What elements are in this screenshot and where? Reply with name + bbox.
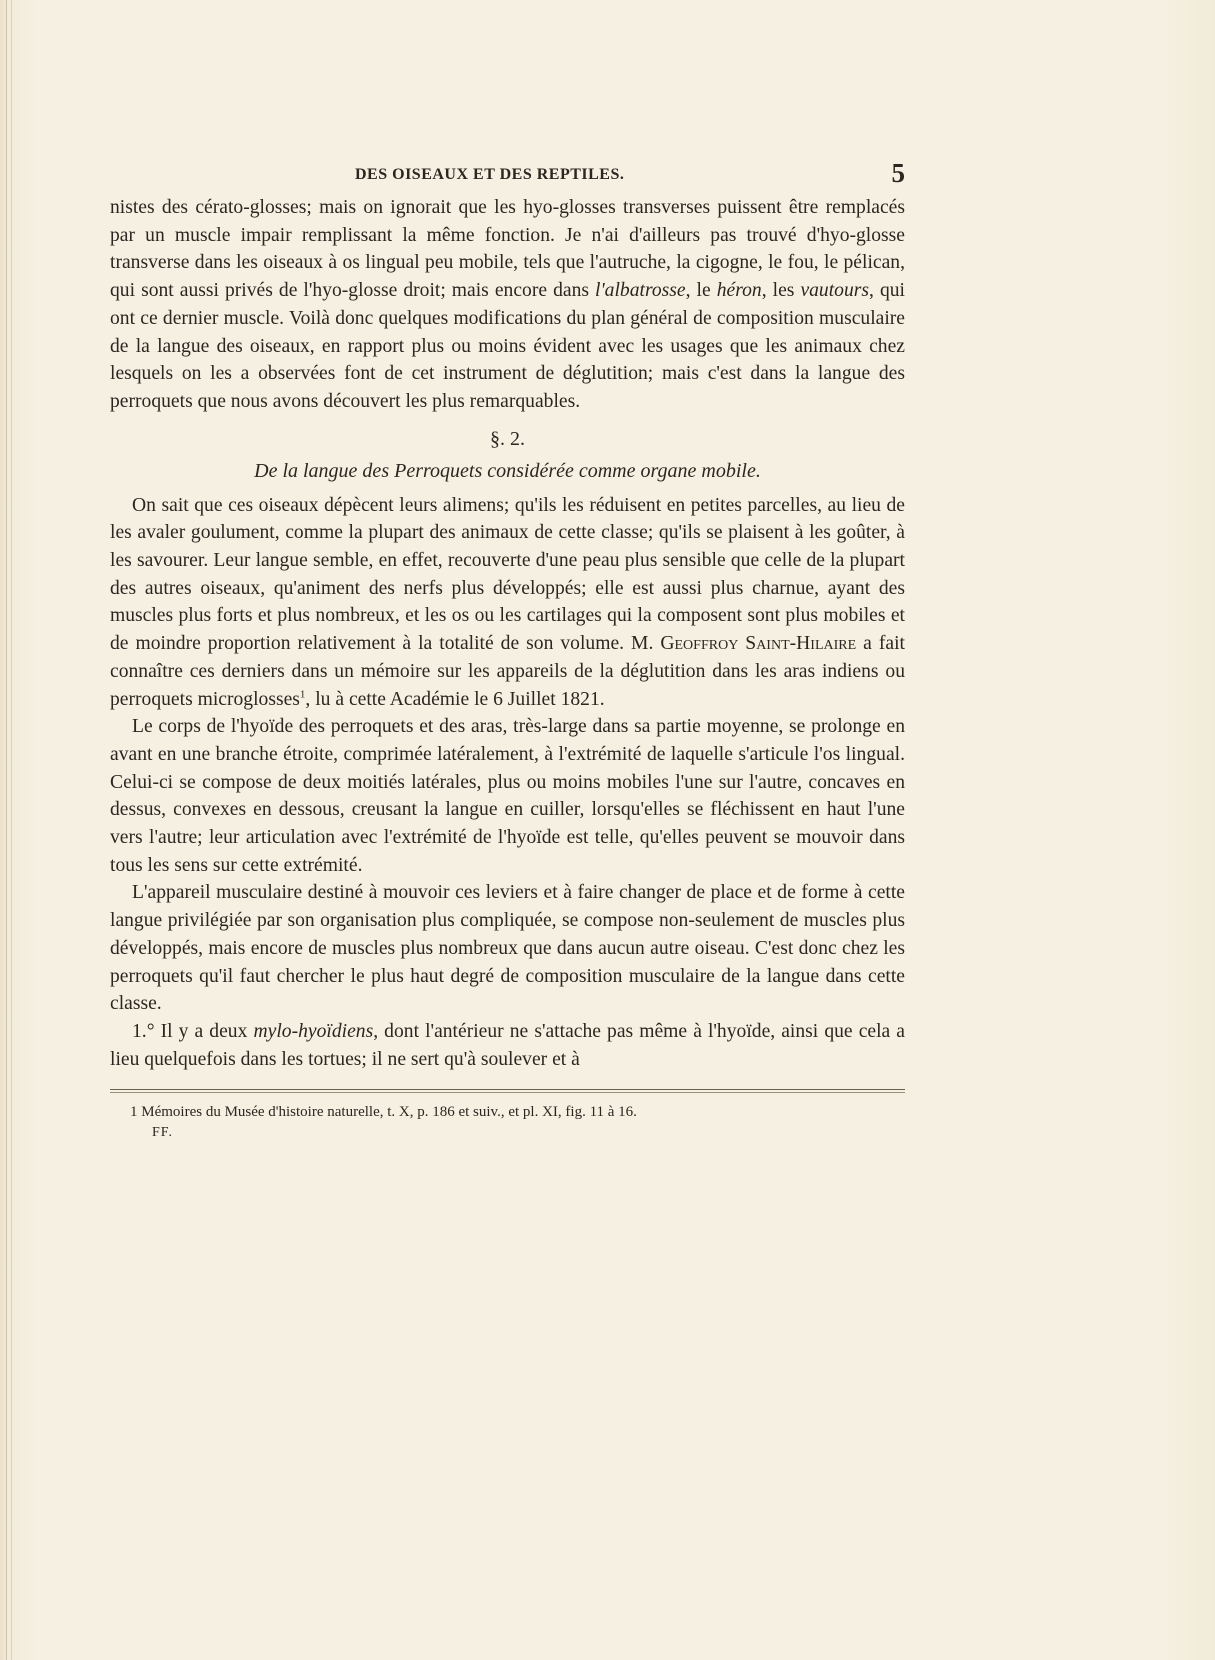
term-vautours: vautours — [800, 280, 870, 302]
paragraph-2-text: On sait que ces oiseaux dépècent leurs alimens; qu'ils les réduisent en petites parcelles, au lieu de les avaler goulument, comme la plupart des animaux de cette classe; qu'ils se plaisent à les goûter, à les savourer. Leur langue semble, en effet, recouverte d'une peau plus sensible que celle de la plupart des autres oiseaux, qu'animent des nerfs plus développés; elle est aussi plus charnue, ayant des muscles plus forts et plus nombreux, et les os ou les cartilages qui la composent sont plus mobiles et de moindre proportion relativement à la totalité de son volume. M. — [110, 494, 905, 655]
paragraph-1 — [110, 194, 905, 416]
page-content — [110, 160, 905, 1141]
spine-edge-inner — [11, 0, 12, 1660]
footnote: 1 Mémoires du Musée d'histoire naturelle, t. X, p. 186 et suiv., et pl. XI, fig. 11 à 16. — [130, 1104, 637, 1121]
footnote-marker: 1 — [299, 688, 306, 701]
term-mylo-hyoidiens: mylo-hyoïdiens — [253, 1020, 374, 1042]
signature-mark: FF. — [152, 1125, 173, 1141]
paragraph-5-text-2: , dont l'antérieur ne s'attache pas même à l'hyoïde, ainsi que cela a lieu quelquefois dans les tortues; il ne sert qu'à soulever et à — [110, 1020, 906, 1070]
paragraph-1-text-2: , le — [685, 280, 717, 302]
paragraph-3: Le corps de l'hyoïde des perroquets et des aras, très-large dans sa partie moyenne, se prolonge en avant en une branche étroite, comprimée latéralement, à l'extrémité de laquelle s'articule l'os lingual. Celui-ci se compose de deux moitiés latérales, plus ou moins mobiles l'une sur l'autre, concaves en dessus, convexes en dessous, creusant la langue en cuiller, lorsqu'elles se fléchissent en haut l'une vers l'autre; leur articulation avec l'extrémité de l'hyoïde est telle, qu'elles peuvent se mouvoir dans tous les sens sur cette extrémité. — [110, 716, 905, 876]
paragraph-2 — [110, 492, 905, 714]
paragraph-4: L'appareil musculaire destiné à mouvoir ces leviers et à faire changer de place et de forme à cette langue privilégiée par son organisation plus compliquée, se compose non-seulement de muscles plus développés, mais encore de muscles plus nombreux que dans aucun autre oiseau. C'est donc chez les perroquets qu'il faut chercher le plus haut degré de composition musculaire de la langue dans cette classe. — [110, 882, 905, 1015]
paragraph-1-text-4: , qui ont ce dernier muscle. Voilà donc quelques modifications du plan général de composition musculaire de la langue des oiseaux, en rapport plus ou moins évident avec les usages que les animaux chez lesquels on les a observées font de cet instrument de déglutition; mais c'est dans la langue des perroquets que nous avons découvert les plus remarquables. — [110, 280, 905, 412]
section-number: §. 2. — [490, 427, 525, 450]
term-heron: héron — [716, 280, 762, 302]
paragraph-2-text-2: a fait connaître ces derniers dans un mémoire sur les appareils de la déglutition dans les aras indiens ou perroquets microglosses — [110, 633, 905, 710]
term-albatrosse: l'albatrosse — [595, 280, 686, 302]
paragraph-2-text-3: , lu à cette Académie le 6 Juillet 1821. — [305, 688, 605, 710]
paragraph-5-text: Il y a deux — [154, 1020, 254, 1042]
page-number: 5 — [891, 158, 905, 188]
paragraph-1-text-3: , les — [761, 280, 801, 302]
running-title: DES OISEAUX ET DES REPTILES. — [355, 166, 625, 183]
paragraph-1-text: nistes des cérato-glosses; mais on ignorait que les hyo-glosses transverses puissent être remplacés par un muscle impair remplissant la même fonction. Je n'ai d'ailleurs pas trouvé d'hyo-glosse transverse dans les oiseaux à os lingual peu mobile, tels que l'autruche, la cigogne, le fou, le pélican, qui sont aussi privés de l'hyo-glosse droit; mais encore dans — [110, 197, 905, 302]
item-number: 1.° — [132, 1020, 155, 1042]
spine-edge — [6, 0, 7, 1660]
footnote-rule — [110, 1089, 905, 1093]
running-head — [110, 160, 905, 194]
author-name: Geoffroy Saint-Hilaire — [660, 633, 857, 655]
paragraph-5 — [110, 1018, 905, 1073]
section-title: De la langue des Perroquets considérée comme organe mobile. — [254, 459, 761, 482]
